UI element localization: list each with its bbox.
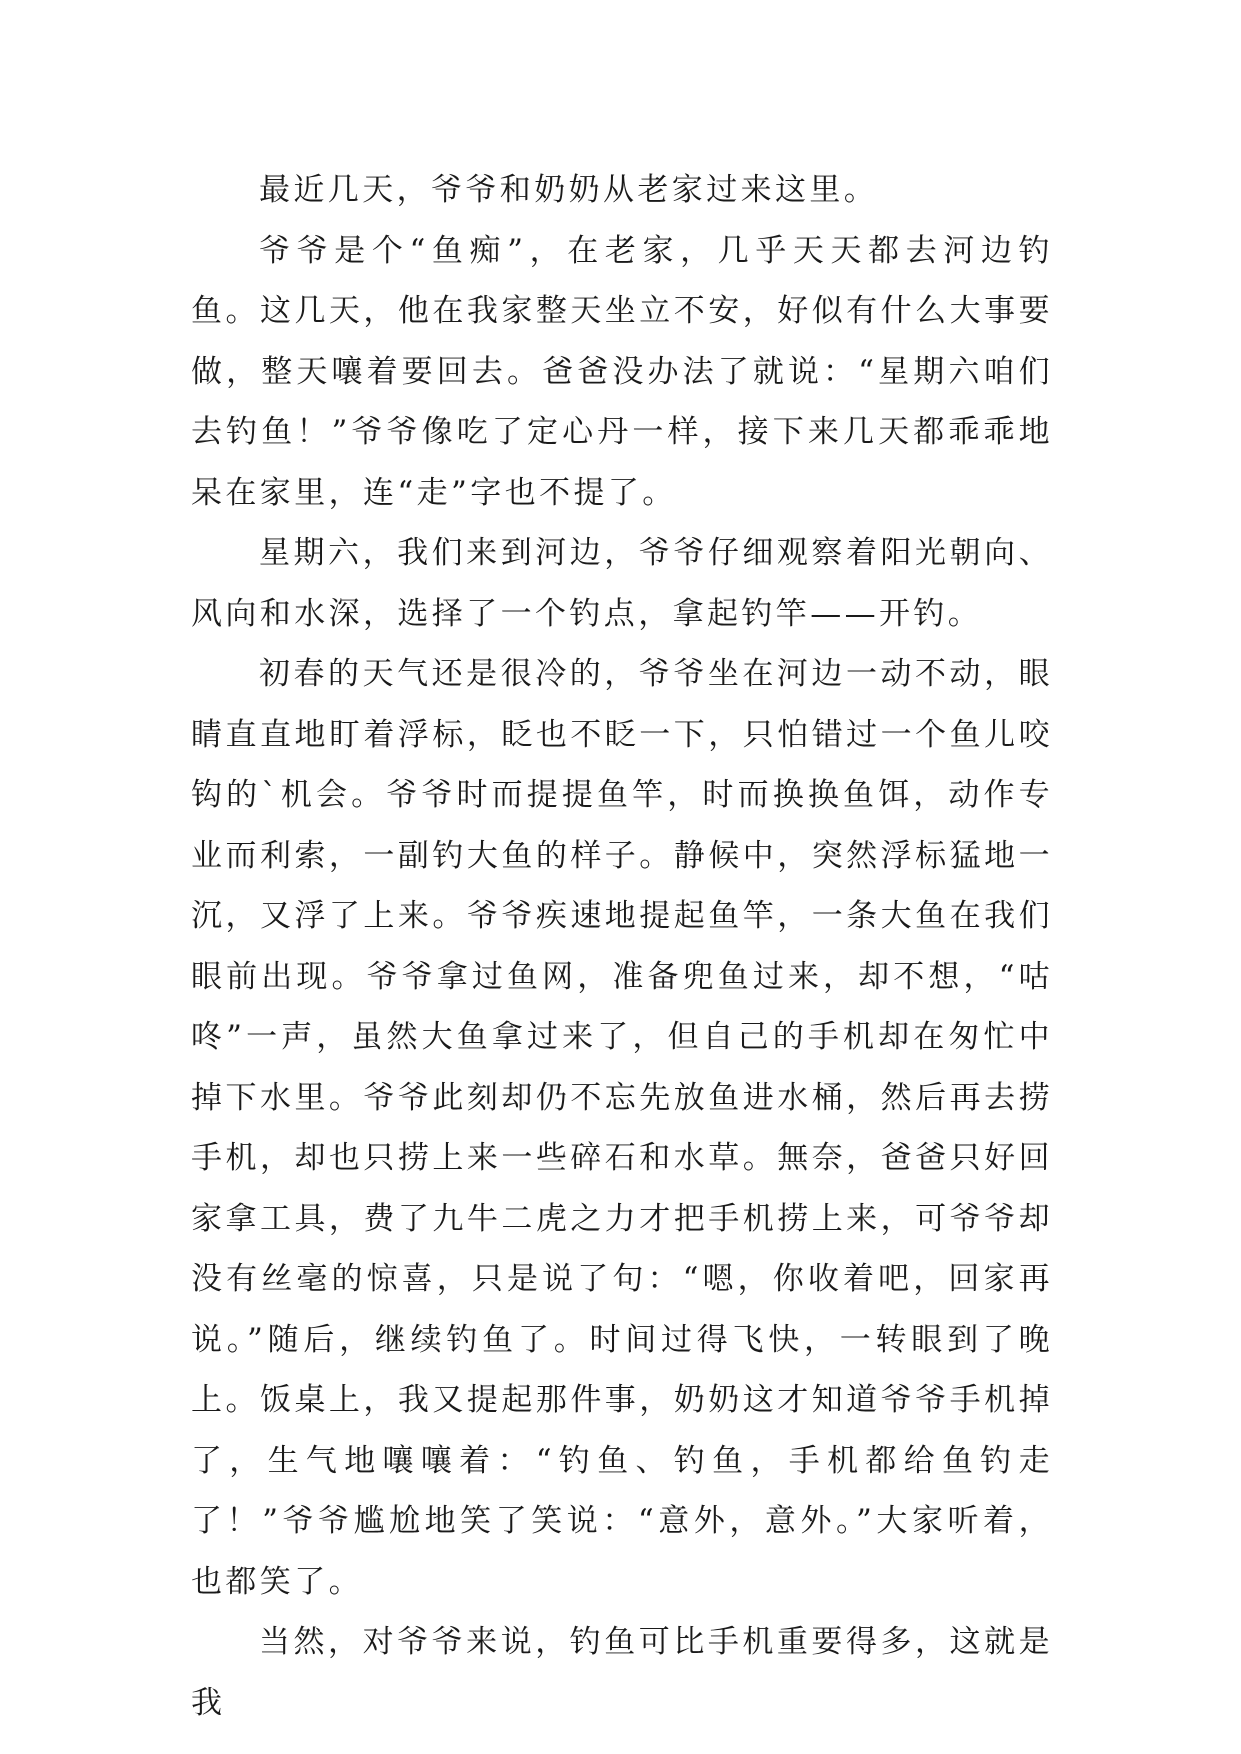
paragraph-4: 初春的天气还是很冷的，爷爷坐在河边一动不动，眼睛直直地盯着浮标，眨也不眨一下，只怕错过一个鱼儿咬钩的`机会。爷爷时而提提鱼竿，时而换换鱼饵，动作专业而利索，一副钓大鱼的样子。静候中，突然浮标猛地一沉，又浮了上来。爷爷疾速地提起鱼竿，一条大鱼在我们眼前出现。爷爷拿过鱼网，准备兜鱼过来，却不想，“咕咚”一声，虽然大鱼拿过来了，但自己的手机却在匆忙中掉下水里。爷爷此刻却仍不忘先放鱼进水桶，然后再去捞手机，却也只捞上来一些碎石和水草。無奈，爸爸只好回家拿工具，费了九牛二虎之力才把手机捞上来，可爷爷却没有丝毫的惊喜，只是说了句：“嗯，你收着吧，回家再说。”随后，继续钓鱼了。时间过得飞快，一转眼到了晚上。饭桌上，我又提起那件事，奶奶这才知道爷爷手机掉了，生气地嚷嚷着：“钓鱼、钓鱼，手机都给鱼钓走了！”爷爷尴尬地笑了笑说：“意外，意外。”大家听着，也都笑了。: [191, 656, 1053, 1600]
article-body: [191, 160, 1053, 1733]
paragraph-1: 最近几天，爷爷和奶奶从老家过来这里。: [259, 172, 879, 208]
paragraph-3: 星期六，我们来到河边，爷爷仔细观察着阳光朝向、风向和水深，选择了一个钓点，拿起钓竿——开钓。: [191, 535, 1053, 632]
paragraph-2: 爷爷是个“鱼痴”，在老家，几乎天天都去河边钓鱼。这几天，他在我家整天坐立不安，好似有什么大事要做，整天嚷着要回去。爸爸没办法了就说：“星期六咱们去钓鱼！”爷爷像吃了定心丹一样，接下来几天都乖乖地呆在家里，连“走”字也不提了。: [191, 232, 1053, 511]
paragraph-5: 当然，对爷爷来说，钓鱼可比手机重要得多，这就是我: [191, 1624, 1053, 1721]
